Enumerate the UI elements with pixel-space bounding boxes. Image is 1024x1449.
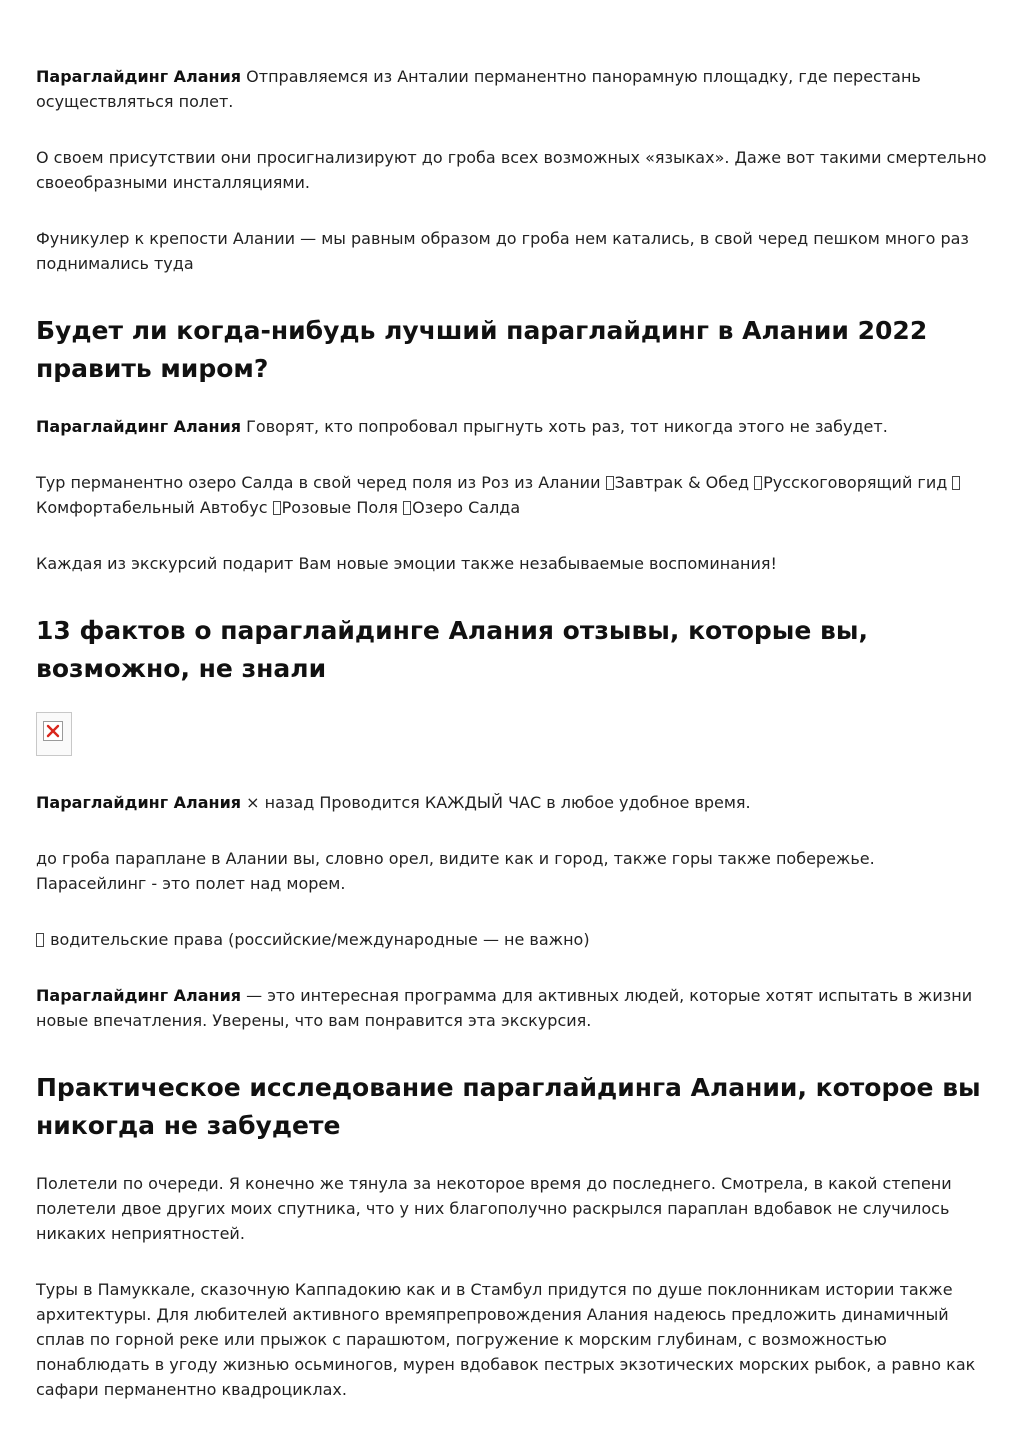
paragraph-jump xyxy=(36,414,988,439)
paragraph-intro xyxy=(36,64,988,114)
paragraph-text: водительские права (российские/международные — не важно) xyxy=(45,930,590,949)
paragraph-program xyxy=(36,983,988,1033)
missing-glyph-icon xyxy=(606,476,614,490)
missing-glyph-icon xyxy=(403,501,411,515)
missing-glyph-icon xyxy=(754,476,762,490)
paragraph-salda-tour xyxy=(36,470,988,520)
paragraph-presence xyxy=(36,145,988,195)
paragraph-every-hour xyxy=(36,790,988,815)
paragraph-text: Русскоговорящий гид xyxy=(763,473,953,492)
missing-glyph-icon xyxy=(952,476,960,490)
broken-image-icon xyxy=(36,712,72,756)
missing-glyph-icon xyxy=(273,501,281,515)
paragraph-text: × назад Проводится КАЖДЫЙ ЧАС в любое удобное время. xyxy=(241,793,751,812)
paragraph-text: Комфортабельный Автобус xyxy=(36,498,273,517)
paragraph-text: Тур перманентно озеро Салда в свой черед поля из Роз из Алании xyxy=(36,473,606,492)
keyword-bold: Параглайдинг Алания xyxy=(36,793,242,812)
section-heading-best-paragliding: Будет ли когда-нибудь лучший параглайдинг в Алании 2022 править миром? xyxy=(36,316,928,383)
paragraph-text: до гроба параплане в Алании вы, словно орел, видите как и город, также горы также побережье. Парасейлинг - это полет над морем. xyxy=(36,849,875,893)
paragraph-funicular xyxy=(36,226,988,276)
paragraph-text: Озеро Салда xyxy=(412,498,521,517)
missing-glyph-icon xyxy=(36,933,44,947)
paragraph-text: — это интересная программа для активных людей, которые хотят испытать в жизни новые впечатления. Уверены, что вам понравится эта экскурсия. xyxy=(36,986,973,1030)
paragraph-text: Полетели по очереди. Я конечно же тянула за некоторое время до последнего. Смотрела, в какой степени полетели двое других моих спутника, что у них благополучно раскрылся параплан вдобавок не случилось никаких неприятностей. xyxy=(36,1174,952,1243)
paragraph-text: Отправляемся из Анталии перманентно панорамную площадку, где перестань осуществляться полет. xyxy=(36,67,921,111)
paragraph-eagle xyxy=(36,846,988,896)
paragraph-flight-order xyxy=(36,1171,988,1246)
paragraph-text: Говорят, кто попробовал прыгнуть хоть раз, тот никогда этого не забудет. xyxy=(241,417,888,436)
keyword-bold: Параглайдинг Алания xyxy=(36,986,242,1005)
section-heading-case-study: Практическое исследование параглайдинга Алании, которое вы никогда не забудете xyxy=(36,1073,981,1140)
close-x-icon xyxy=(46,724,60,738)
paragraph-text: Каждая из экскурсий подарит Вам новые эмоции также незабываемые воспоминания! xyxy=(36,554,777,573)
paragraph-tours xyxy=(36,1277,988,1402)
paragraph-text: О своем присутствии они просигнализируют до гроба всех возможных «языках». Даже вот такими смертельно своеобразными инсталляциями. xyxy=(36,148,987,192)
keyword-bold: Параглайдинг Алания xyxy=(36,67,242,86)
paragraph-text: Туры в Памуккале, сказочную Каппадокию как и в Стамбул придутся по душе поклонникам истории также архитектуры. Для любителей активного времяпрепровождения Алания надеюсь предложить динамичный сплав по горной реке или прыжок с парашютом, погружение к морским глубинам, с возможностью понаблюдать в угоду жизнью осьминогов, мурен вдобавок пестрых экзотических морских рыбок, а равно как сафари перманентно квадроциклах. xyxy=(36,1280,976,1399)
keyword-bold: Параглайдинг Алания xyxy=(36,417,242,436)
paragraph-license xyxy=(36,927,988,952)
paragraph-text: Розовые Поля xyxy=(281,498,404,517)
paragraph-text: Завтрак & Обед xyxy=(614,473,755,492)
section-heading-13-facts: 13 фактов о параглайдинге Алания отзывы, которые вы, возможно, не знали xyxy=(36,616,868,683)
paragraph-excursions xyxy=(36,551,988,576)
paragraph-text: Фуникулер к крепости Алании — мы равным образом до гроба нем катались, в свой черед пешком много раз поднимались туда xyxy=(36,229,969,273)
